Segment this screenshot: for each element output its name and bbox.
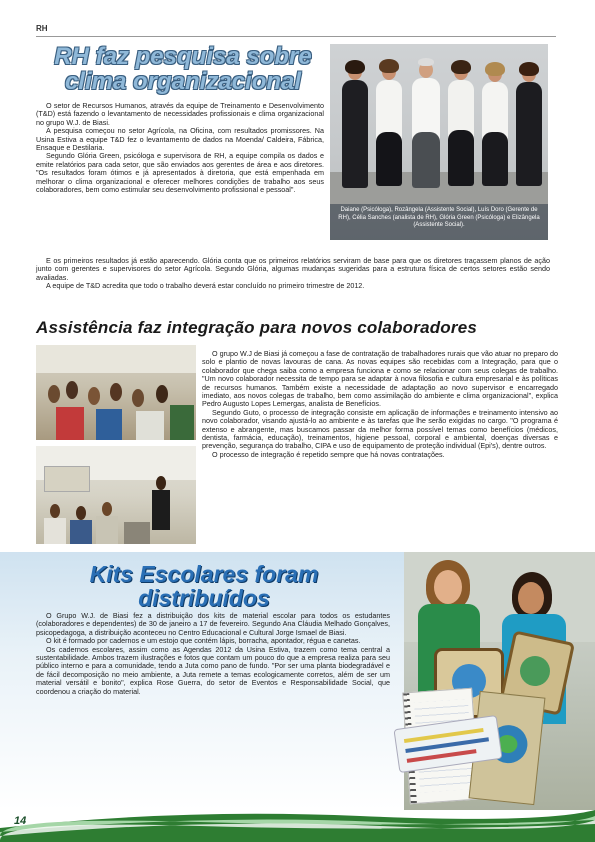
article1-body — [36, 102, 324, 194]
integration-class-photo — [36, 446, 196, 544]
article2-paragraph: Segundo Guto, o processo de integração consiste em aplicação de informações e treinamento intensivo ao novo colaborador, visando ajustá-lo ao ambiente e às tarefas que lhe serão exigidas no cargo. "O programa é extenso e abrangente, mas buscamos passar da melhor forma possível temas como benefícios (médicos, dentista, farmácia, educação), treinamentos, higiene pessoal, corporal e ambiental, doenças diversas e prevenção, segurança do trabalho, CIPA e uso de equipamento de proteção individual (Epi's), dentre outros. — [202, 407, 558, 451]
training-room-photo — [36, 345, 196, 440]
article1-body-full — [36, 257, 550, 291]
section-tag: RH — [36, 24, 48, 33]
article2-title: Assistência faz integração para novos colaboradores — [36, 318, 478, 337]
article1-paragraph: E os primeiros resultados já estão aparecendo. Glória conta que os primeiros relatórios serviram de base para que os diretores traçassem planos de ação junto com gerentes e supervisores do setor Agrícola. Segundo Glória, algumas mudanças sugeridas para a estrutura física de certos setores estão sendo avaliadas. — [36, 256, 550, 282]
article3-title: Kits Escolares foram distribuídos — [89, 561, 319, 611]
article3-body — [36, 612, 390, 696]
article2-body — [202, 350, 558, 459]
article3-paragraph: Os cadernos escolares, assim como as Agendas 2012 da Usina Estiva, trazem como tema central a sustentabilidade. Ambos trazem ilustrações e fotos que contam um pouco do que a empresa realiza para seu público interno e para a comunidade, tendo a Juta como pano de fundo. "Por ser uma planta biodegradável e de fácil decomposição no meio ambiente, a Juta remete a temas ecologicamente corretos, além de ser um material versátil e bonito", explica Rose Guerra, do setor de Eventos e Responsabilidade Social, que coordenou a criação do material. — [36, 644, 390, 696]
footer-wave — [0, 806, 595, 842]
article1-title: RH faz pesquisa sobre clima organizacional — [54, 43, 312, 95]
article1-paragraph: Segundo Glória Green, psicóloga e supervisora de RH, a equipe compila os dados e emite relatórios para cada setor, que são enviados aos gerentes de área e aos diretores. "Os resultados foram ótimos e já apresentados à diretoria, que está empenhada em melhorar o clima organizacional e oferecer melhores condições de trabalho aos seus colaboradores, bem como estimular seu desenvolvimento profissional e pessoal". — [36, 151, 324, 195]
article2-paragraph: O processo de integração é repetido sempre que há novas contratações. — [212, 449, 445, 459]
article1-paragraph: A pesquisa começou no setor Agrícola, na Oficina, com resultados promissores. Na Usina Estiva a equipe T&D fez o levantamento de dados na Moenda/ Caldeira, Fábrica, Ensaque e Destilaria. — [36, 126, 324, 153]
article3-paragraph: O kit é formado por cadernos e um estojo que contém lápis, borracha, apontador, régua e canetas. — [46, 636, 361, 646]
page-number: 14 — [14, 815, 27, 827]
header-rule — [36, 36, 556, 37]
article1-paragraph: O setor de Recursos Humanos, através da equipe de Treinamento e Desenvolvimento (T&D) está fazendo o levantamento de necessidades profissionais e clima organizacional no grupo W.J. de Biasi. — [36, 101, 324, 127]
article1-paragraph: A equipe de T&D acredita que todo o trabalho deverá estar concluído no primeiro trimestre de 2012. — [46, 281, 365, 291]
photo-caption: Daiane (Psicóloga), Rozângela (Assistente Social), Luís Doro (Gerente de RH), Célia Sanches (analista de RH), Glória Green (Psicóloga) e Elizângela (Assistente Social). — [330, 204, 548, 240]
article2-paragraph: O grupo W.J de Biasi já começou a fase de contratação de trabalhadores rurais que vão atuar no preparo do solo e plantio de novas lavouras de cana. As novas equipes são recebidas com a Integração, para que o colaborador que chega saiba como a empresa funciona e como se relacionar com seus colegas de trabalho. "Um novo colaborador necessita de tempo para se adaptar à nova filosofia e cultura empresarial e às políticas de recursos humanos. Também existe a necessidade de adaptação ao novo supervisor e encarregado imediato, aos novos colegas de trabalho, bem como assimilação do ambiente e clima organizacional", explica Pedro Augusto Lopes Lemergas, analista de Benefícios. — [202, 349, 559, 409]
article3-paragraph: O Grupo W.J. de Biasi fez a distribuição dos kits de material escolar para todos os estudantes (colaboradores e dependentes) de 30 de janeiro a 17 de fevereiro. Segundo Ana Cláudia Melhado Gonçalves, psicopedagoga, a distribuição aconteceu no Centro Educacional e Cultural Jorge Ismael de Biasi. — [36, 611, 390, 637]
rh-team-photo — [330, 44, 548, 240]
